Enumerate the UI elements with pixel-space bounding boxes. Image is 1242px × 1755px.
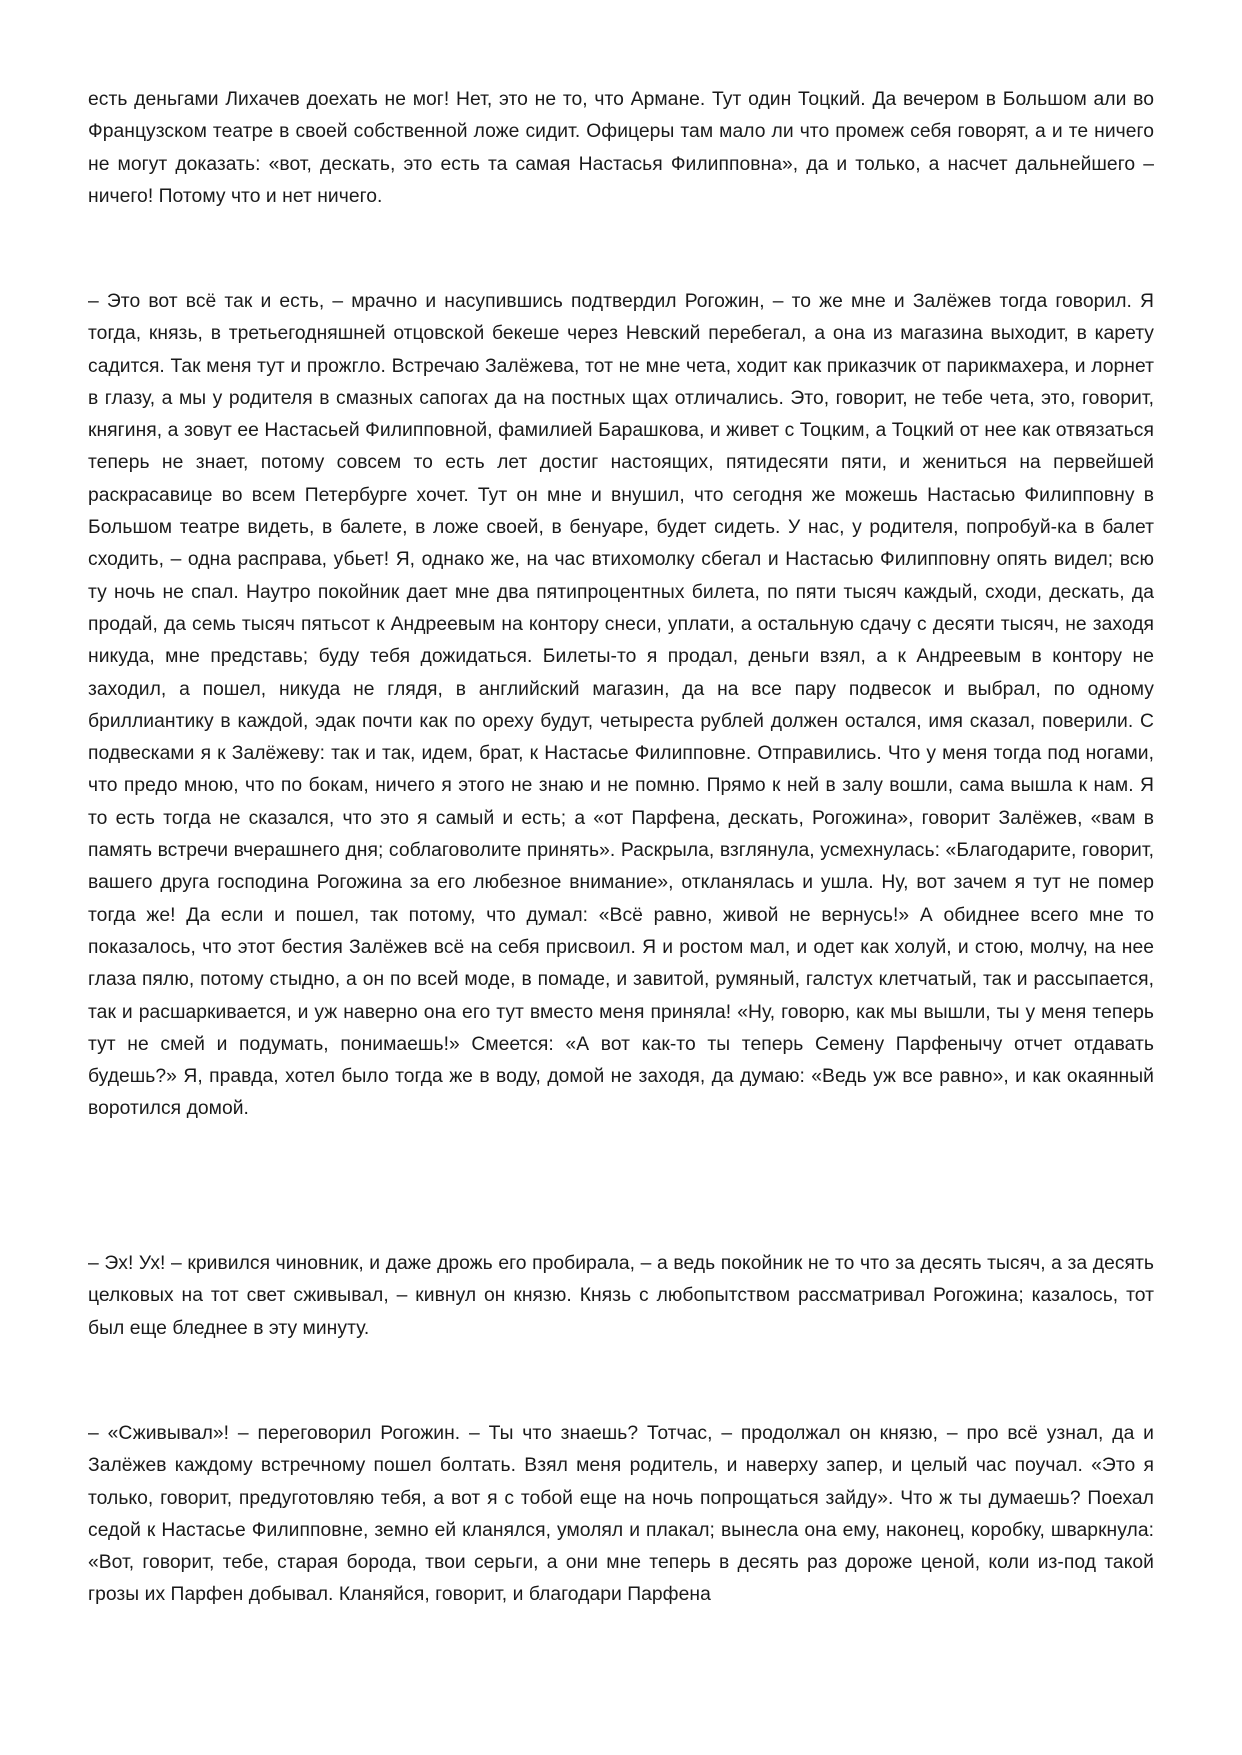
- paragraph-4: – «Сживывал»! – переговорил Рогожин. – Ты что знаешь? Тотчас, – продолжал он князю, – про всё узнал, да и Залёжев каждому встречному пошел болтать. Взял меня родитель, и наверху запер, и целый час поучал. «Это я только, говорит, предуготовляю тебя, а вот я с тобой еще на ночь попрощаться зайду». Что ж ты думаешь? Поехал седой к Настасье Филипповне, земно ей кланялся, умолял и плакал; вынесла она ему, наконец, коробку, шваркнула: «Вот, говорит, тебе, старая борода, твои серьги, а они мне теперь в десять раз дороже ценой, коли из-под такой грозы их Парфен добывал. Кланяйся, говорит, и благодари Парфена: [88, 1423, 1154, 1606]
- paragraph-2: – Это вот всё так и есть, – мрачно и насупившись подтвердил Рогожин, – то же мне и Залёжев тогда говорил. Я тогда, князь, в третьегодняшней отцовской бекеше через Невский перебегал, а она из магазина выходит, в карету садится. Так меня тут и прожгло. Встречаю Залёжева, тот не мне чета, ходит как приказчик от парикмахера, и лорнет в глазу, а мы у родителя в смазных сапогах да на постных щах отличались. Это, говорит, не тебе чета, это, говорит, княгиня, а зовут ее Настасьей Филипповной, фамилией Барашкова, и живет с Тоцким, а Тоцкий от нее как отвязаться теперь не знает, потому совсем то есть лет достиг настоящих, пятидесяти пяти, и жениться на первейшей раскрасавице во всем Петербурге хочет. Тут он мне и внушил, что сегодня же можешь Настасью Филипповну в Большом театре видеть, в балете, в ложе своей, в бенуаре, будет сидеть. У нас, у родителя, попробуй-ка в балет сходить, – одна расправа, убьет! Я, однако же, на час втихомолку сбегал и Настасью Филипповну опять видел; всю ту ночь не спал. Наутро покойник дает мне два пятипроцентных билета, по пяти тысяч каждый, сходи, дескать, да продай, да семь тысяч пятьсот к Андреевым на контору снеси, уплати, а остальную сдачу с десяти тысяч, не заходя никуда, мне представь; буду тебя дожидаться. Билеты-то я продал, деньги взял, а к Андреевым в контору не заходил, а пошел, никуда не глядя, в английский магазин, да на все пару подвесок и выбрал, по одному бриллиантику в каждой, эдак почти как по ореху будут, четыреста рублей должен остался, имя сказал, поверили. С подвесками я к Залёжеву: так и так, идем, брат, к Настасье Филипповне. Отправились. Что у меня тогда под ногами, что предо мною, что по бокам, ничего я этого не знаю и не помню. Прямо к ней в залу вошли, сама вышла к нам. Я то есть тогда не сказался, что это я самый и есть; а «от Парфена, дескать, Рогожина», говорит Залёжев, «вам в память встречи вчерашнего дня; соблаговолите принять». Раскрыла, взглянула, усмехнулась: «Благодарите, говорит, вашего друга господина Рогожина за его любезное внимание», откланялась и ушла. Ну, вот зачем я тут не помер тогда же! Да если и пошел, так потому, что думал: «Всё равно, живой не вернусь!» А обиднее всего мне то показалось, что этот бестия Залёжев всё на себя присвоил. Я и ростом мал, и одет как холуй, и стою, молчу, на нее глаза пялю, потому стыдно, а он по всей моде, в помаде, и завитой, румяный, галстух клетчатый, так и рассыпается, так и расшаркивается, и уж наверно она его тут вместо меня приняла! «Ну, говорю, как мы вышли, ты у меня теперь тут не смей и подумать, понимаешь!» Смеется: «А вот как-то ты теперь Семену Парфенычу отчет отдавать будешь?» Я, правда, хотел было тогда же в воду, домой не заходя, да думаю: «Ведь уж все равно», и как окаянный воротился домой.: [88, 291, 1154, 1120]
- paragraph-1: есть деньгами Лихачев доехать не мог! Нет, это не то, что Армане. Тут один Тоцкий. Да вечером в Большом али во Французском театре в своей собственной ложе сидит. Офицеры там мало ли что промеж себя говорят, а и те ничего не могут доказать: «вот, дескать, это есть та самая Настасья Филипповна», да и только, а насчет дальнейшего – ничего! Потому что и нет ничего.: [88, 89, 1154, 207]
- paragraph-3: – Эх! Ух! – кривился чиновник, и даже дрожь его пробирала, – а ведь покойник не то что за десять тысяч, а за десять целковых на тот свет сживывал, – кивнул он князю. Князь с любопытством рассматривал Рогожина; казалось, тот был еще бледнее в эту минуту.: [88, 1253, 1154, 1339]
